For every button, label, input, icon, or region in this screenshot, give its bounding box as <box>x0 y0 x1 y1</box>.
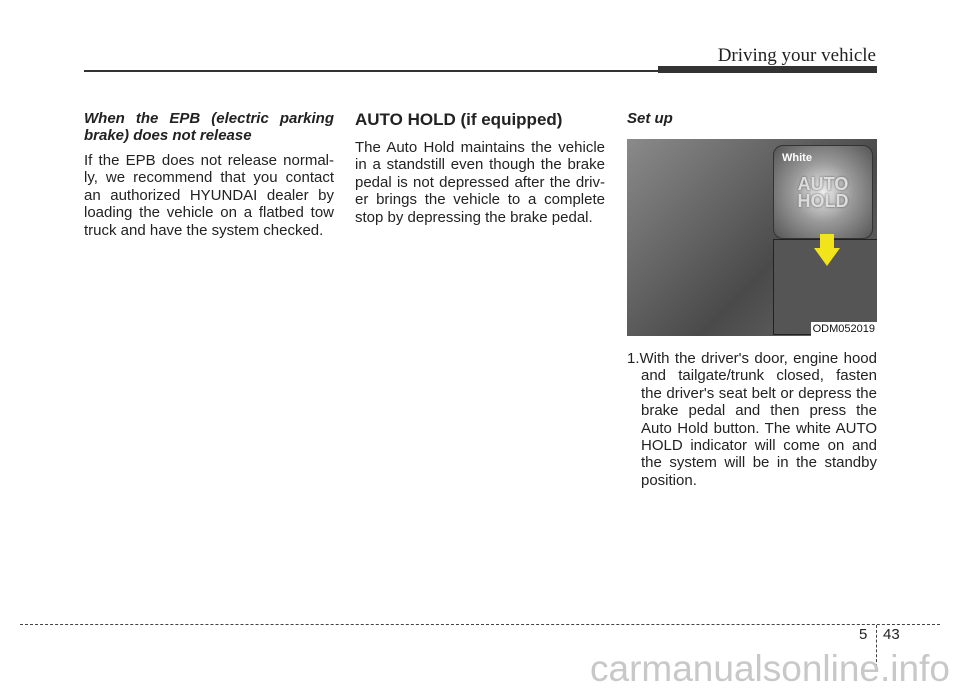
header-rule <box>84 70 660 72</box>
auto-hold-figure <box>627 139 877 336</box>
auto-hold-indicator: AUTO HOLD <box>797 174 849 211</box>
arrow-down-icon <box>814 248 840 266</box>
paragraph: If the EPB does not release normal-ly, we recommend that you contact an authorized HYUNDAI dealer by loading the vehicle on a flatbed tow truck and have the system checked. <box>84 152 334 239</box>
column-setup <box>627 110 877 135</box>
column-epb <box>84 110 334 239</box>
button-inset <box>773 239 877 335</box>
footer-rule <box>20 624 940 625</box>
figure-code: ODM052019 <box>812 323 875 335</box>
inset-label: White <box>782 152 812 164</box>
paragraph: The Auto Hold maintains the vehicle in a standstill even though the brake pedal is not depressed after the driv-er brings the vehicle to a complete stop by depressing the brake pedal. <box>355 139 605 226</box>
watermark: carmanualsonline.info <box>590 648 950 689</box>
section-heading: AUTO HOLD (if equipped) <box>355 110 563 129</box>
header-bar <box>658 66 877 73</box>
section-heading: When the EPB (electric parking brake) does not release <box>84 110 334 144</box>
arrow-icon <box>820 234 834 248</box>
chapter-number: 5 <box>859 626 868 643</box>
page-number: 43 <box>883 626 900 643</box>
setup-steps <box>627 340 877 489</box>
indicator-inset <box>773 145 873 239</box>
column-auto-hold <box>355 110 605 226</box>
running-header: Driving your vehicle <box>717 45 876 66</box>
section-heading: Set up <box>627 110 673 127</box>
step-item: 1.With the driver's door, engine hood and tailgate/trunk closed, fasten the driver's seat belt or depress the brake pedal and then press the Auto Hold button. The white AUTO HOLD indicator will come on and the system will be in the standby position. <box>627 350 877 489</box>
